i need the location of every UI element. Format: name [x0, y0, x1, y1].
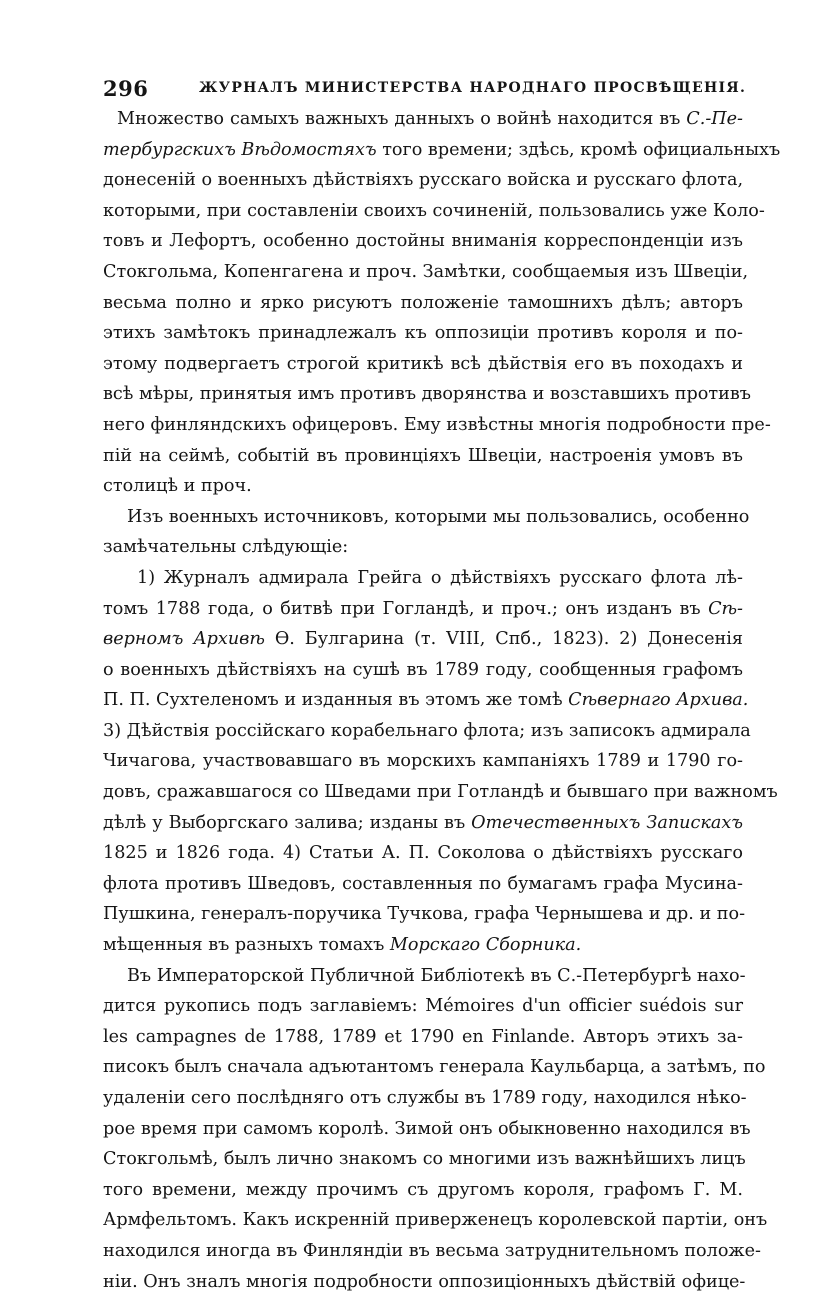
- italic-text: Отечественныхъ Запискахъ: [471, 812, 743, 833]
- text-line: [103, 777, 778, 808]
- text-line: [103, 1083, 747, 1114]
- text-segment: П. П. Сухтеленомъ и изданныя въ этомъ же томѣ: [103, 690, 569, 711]
- text-line: [103, 624, 743, 655]
- text-segment: Изъ военныхъ источниковъ, которыми мы пользовались, особенно: [127, 506, 750, 527]
- text-segment: Стокгольма, Копенгагена и проч. Замѣтки, сообщаемыя изъ Швеціи,: [103, 261, 749, 282]
- text-segment: донесеній о военныхъ дѣйствіяхъ русскаго войска и русскаго флота,: [103, 170, 744, 191]
- document-page: [103, 64, 781, 1297]
- text-segment: les campagnes de 1788, 1789 et 1790 en Finlande. Авторъ этихъ за-: [103, 1026, 743, 1047]
- text-line: [103, 349, 743, 380]
- text-line: [103, 318, 743, 349]
- text-segment: о военныхъ дѣйствіяхъ на сушѣ въ 1789 году, сообщенныя графомъ: [103, 659, 743, 680]
- text-line: [103, 899, 746, 930]
- text-segment: Армфельтомъ. Какъ искренній приверженецъ королевской партіи, онъ: [103, 1210, 768, 1231]
- text-segment: рое время при самомъ королѣ. Зимой онъ обыкновенно находился въ: [103, 1118, 751, 1139]
- text-line: [103, 196, 765, 227]
- text-line: [103, 226, 743, 257]
- text-line: [103, 257, 749, 288]
- text-line: [103, 1236, 761, 1267]
- text-segment: Въ Императорской Публичной Библіотекѣ въ С.-Петербургѣ нахо-: [127, 965, 746, 986]
- text-line: [103, 594, 743, 625]
- text-line: [103, 1175, 743, 1206]
- text-segment: всѣ мѣры, принятыя имъ противъ дворянства и возставшихъ противъ: [103, 384, 751, 405]
- text-segment: удаленіи сего послѣдняго отъ службы въ 1789 году, находился нѣко-: [103, 1088, 747, 1108]
- text-line: [103, 930, 743, 961]
- text-segment: 1) Журналъ адмирала Грейга о дѣйствіяхъ русскаго флота лѣ-: [137, 567, 743, 588]
- text-line: [103, 563, 743, 594]
- text-line: [103, 685, 749, 716]
- italic-text: тербургскихъ Вѣдомостяхъ: [103, 139, 377, 160]
- text-line: [103, 502, 750, 533]
- text-segment: ніи. Онъ зналъ многія подробности оппозиціонныхъ дѣйствій офице-: [103, 1271, 746, 1292]
- text-segment: этому подвергаетъ строгой критикѣ всѣ дѣйствія его въ походахъ и: [103, 353, 743, 374]
- text-line: [103, 991, 743, 1022]
- text-segment: 1825 и 1826 года. 4) Статьи А. П. Соколова о дѣйствіяхъ русскаго: [103, 843, 743, 864]
- text-line: [103, 1205, 768, 1236]
- italic-text: Сѣвернаго Архива.: [568, 690, 749, 711]
- text-segment: пій на сеймѣ, событій въ провинціяхъ Швеціи, настроенія умовъ въ: [103, 445, 743, 466]
- text-line: [103, 1052, 766, 1083]
- text-line: [103, 838, 743, 869]
- text-line: [103, 716, 751, 747]
- text-segment: Пушкина, генералъ-поручика Тучкова, графа Чернышева и др. и по-: [103, 904, 746, 925]
- text-line: [103, 1114, 751, 1145]
- text-line: [103, 441, 743, 472]
- italic-text: верномъ Архивѣ: [103, 629, 265, 650]
- text-segment: Множество самыхъ важныхъ данныхъ о войнѣ находится въ: [117, 109, 687, 129]
- text-segment: дится рукопись подъ заглавіемъ: Mémoires d'un officier suédois sur: [103, 996, 743, 1017]
- text-line: [103, 655, 743, 686]
- italic-text: Морскаго Сборника.: [389, 935, 582, 956]
- page-header: [103, 64, 747, 104]
- text-line: [103, 471, 743, 502]
- text-segment: которыми, при составленіи своихъ сочиненій, пользовались уже Коло-: [103, 200, 765, 221]
- text-line: [103, 1022, 743, 1053]
- text-segment: Стокгольмѣ, былъ лично знакомъ со многими изъ важнѣйшихъ лицъ: [103, 1149, 746, 1170]
- text-segment: весьма полно и ярко рисуютъ положеніе тамошнихъ дѣлъ; авторъ: [103, 292, 743, 313]
- text-segment: замѣчательны слѣдующіе:: [103, 537, 349, 558]
- text-line: [103, 869, 743, 900]
- text-segment: писокъ былъ сначала адъютантомъ генерала Каульбарца, а затѣмъ, по: [103, 1057, 766, 1078]
- text-line: [103, 410, 771, 441]
- italic-text: С.-Пе-: [686, 109, 743, 129]
- text-segment: довъ, сражавшагося со Шведами при Готландѣ и бывшаго при важномъ: [103, 782, 778, 803]
- text-line: [103, 104, 743, 135]
- text-segment: томъ 1788 года, о битвѣ при Гогландѣ, и проч.; онъ изданъ въ: [103, 598, 709, 619]
- running-title: ЖУРНАЛЪ МИНИСТЕРСТВА НАРОДНАГО ПРОСВѢЩЕНІЯ.: [199, 80, 747, 96]
- text-line: [103, 1267, 746, 1297]
- text-segment: этихъ замѣтокъ принадлежалъ къ оппозиціи противъ короля и по-: [103, 323, 743, 344]
- text-segment: товъ и Лефортъ, особенно достойны вниманія корреспонденціи изъ: [103, 231, 743, 252]
- text-line: [103, 532, 743, 563]
- text-line: [103, 135, 781, 166]
- text-segment: 3) Дѣйствія россійскаго корабельнаго флота; изъ записокъ адмирала: [103, 720, 751, 741]
- text-line: [103, 961, 746, 992]
- text-line: [103, 288, 743, 319]
- text-segment: него финляндскихъ офицеровъ. Ему извѣстны многія подробности пре-: [103, 414, 771, 435]
- text-segment: того времени; здѣсь, кромѣ официальныхъ: [376, 139, 781, 160]
- text-segment: того времени, между прочимъ съ другомъ короля, графомъ Г. М.: [103, 1179, 743, 1200]
- text-segment: мѣщенныя въ разныхъ томахъ: [103, 935, 390, 956]
- text-segment: Чичагова, участвовавшаго въ морскихъ кампаніяхъ 1789 и 1790 го-: [103, 751, 743, 772]
- text-line: [103, 808, 743, 839]
- page-number: 296: [103, 76, 149, 101]
- text-segment: дѣлѣ у Выборгскаго залива; изданы въ: [103, 812, 472, 833]
- text-line: [103, 165, 743, 196]
- body-text: [103, 104, 781, 1297]
- text-segment: флота противъ Шведовъ, составленныя по бумагамъ графа Мусина-: [103, 873, 743, 894]
- text-segment: столицѣ и проч.: [103, 476, 252, 497]
- text-segment: Ѳ. Булгарина (т. VIII, Спб., 1823). 2) Донесенія: [264, 629, 743, 650]
- text-line: [103, 379, 751, 410]
- italic-text: Сѣ-: [708, 598, 743, 619]
- text-segment: находился иногда въ Финляндіи въ весьма затруднительномъ положе-: [103, 1240, 761, 1261]
- text-line: [103, 1144, 746, 1175]
- text-line: [103, 746, 743, 777]
